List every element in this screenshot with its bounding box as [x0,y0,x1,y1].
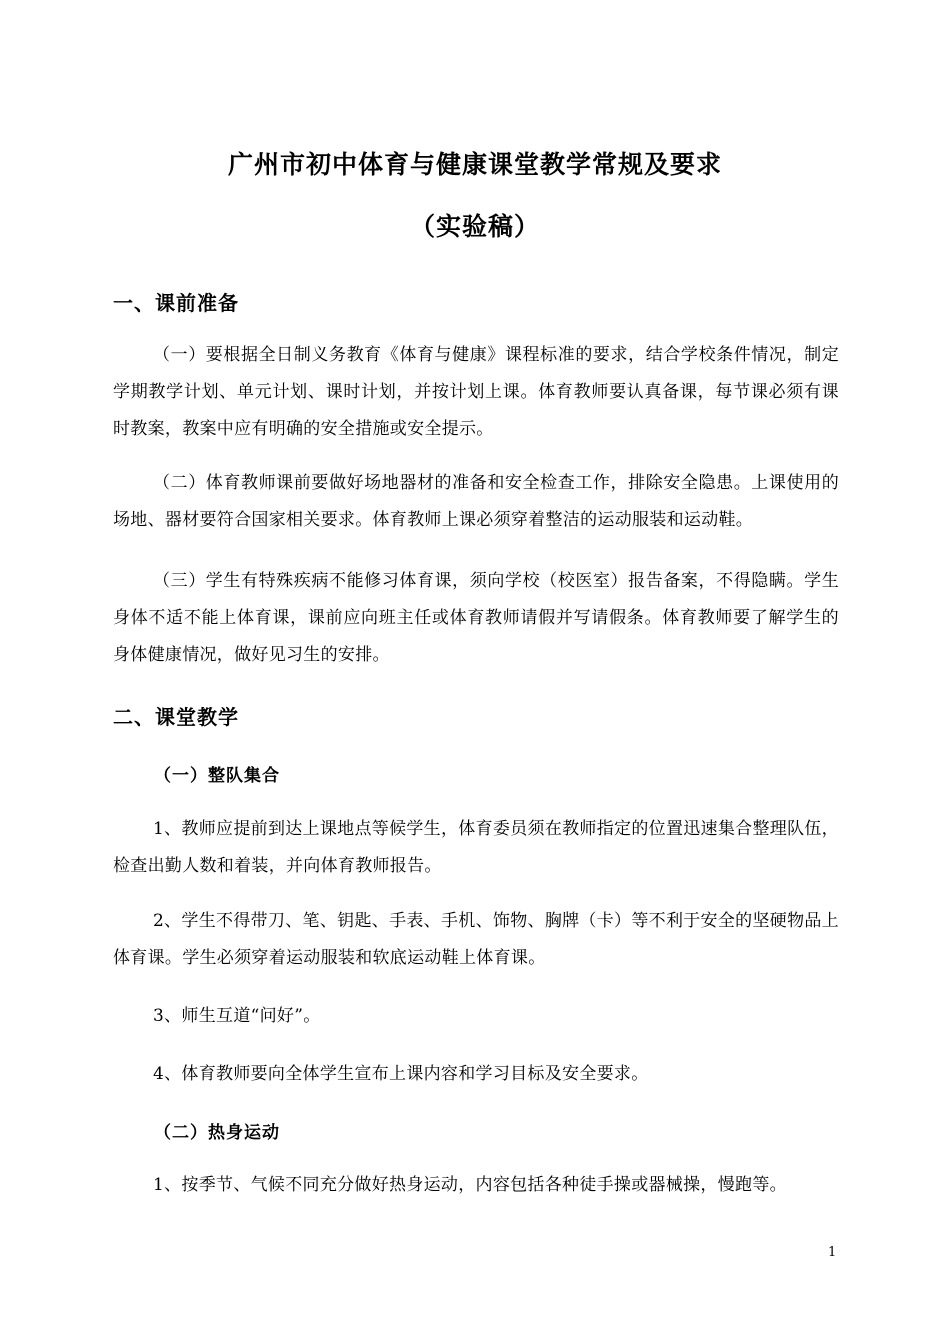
section-heading-classroom-teaching: 二、课堂教学 [113,705,239,729]
subsection-heading-assembly: （一）整队集合 [154,766,280,786]
paragraph: （一）要根据全日制义务教育《体育与健康》课程标准的要求，结合学校条件情况，制定学期教学计划、单元计划、课时计划，并按计划上课。体育教师要认真备课，每节课必须有课时教案，教案中应有明确的安全措施或安全提示。 [113,345,839,439]
subsection-heading-warmup: （二）热身运动 [154,1123,280,1143]
paragraph: 1、按季节、气候不同充分做好热身运动，内容包括各种徒手操或器械操，慢跑等。 [153,1175,787,1195]
paragraph: 4、体育教师要向全体学生宣布上课内容和学习目标及安全要求。 [153,1064,649,1084]
paragraph: 2、学生不得带刀、笔、钥匙、手表、手机、饰物、胸牌（卡）等不利于安全的坚硬物品上体育课。学生必须穿着运动服装和软底运动鞋上体育课。 [113,911,839,968]
paragraph: 1、教师应提前到达上课地点等候学生，体育委员须在教师指定的位置迅速集合整理队伍，检查出勤人数和着装，并向体育教师报告。 [113,819,839,876]
paragraph: （三）学生有特殊疾病不能修习体育课，须向学校（校医室）报告备案，不得隐瞒。学生身体不适不能上体育课，课前应向班主任或体育教师请假并写请假条。体育教师要了解学生的身体健康情况，做好见习生的安排。 [113,571,839,665]
document-subtitle: （实验稿） [409,212,540,241]
document-title: 广州市初中体育与健康课堂教学常规及要求 [227,150,722,179]
page-number: 1 [828,1245,837,1260]
paragraph: （二）体育教师课前要做好场地器材的准备和安全检查工作，排除安全隐患。上课使用的场地、器材要符合国家相关要求。体育教师上课必须穿着整洁的运动服装和运动鞋。 [113,473,839,530]
section-heading-preparation: 一、课前准备 [113,291,239,315]
paragraph: 3、师生互道“问好”。 [153,1006,321,1026]
